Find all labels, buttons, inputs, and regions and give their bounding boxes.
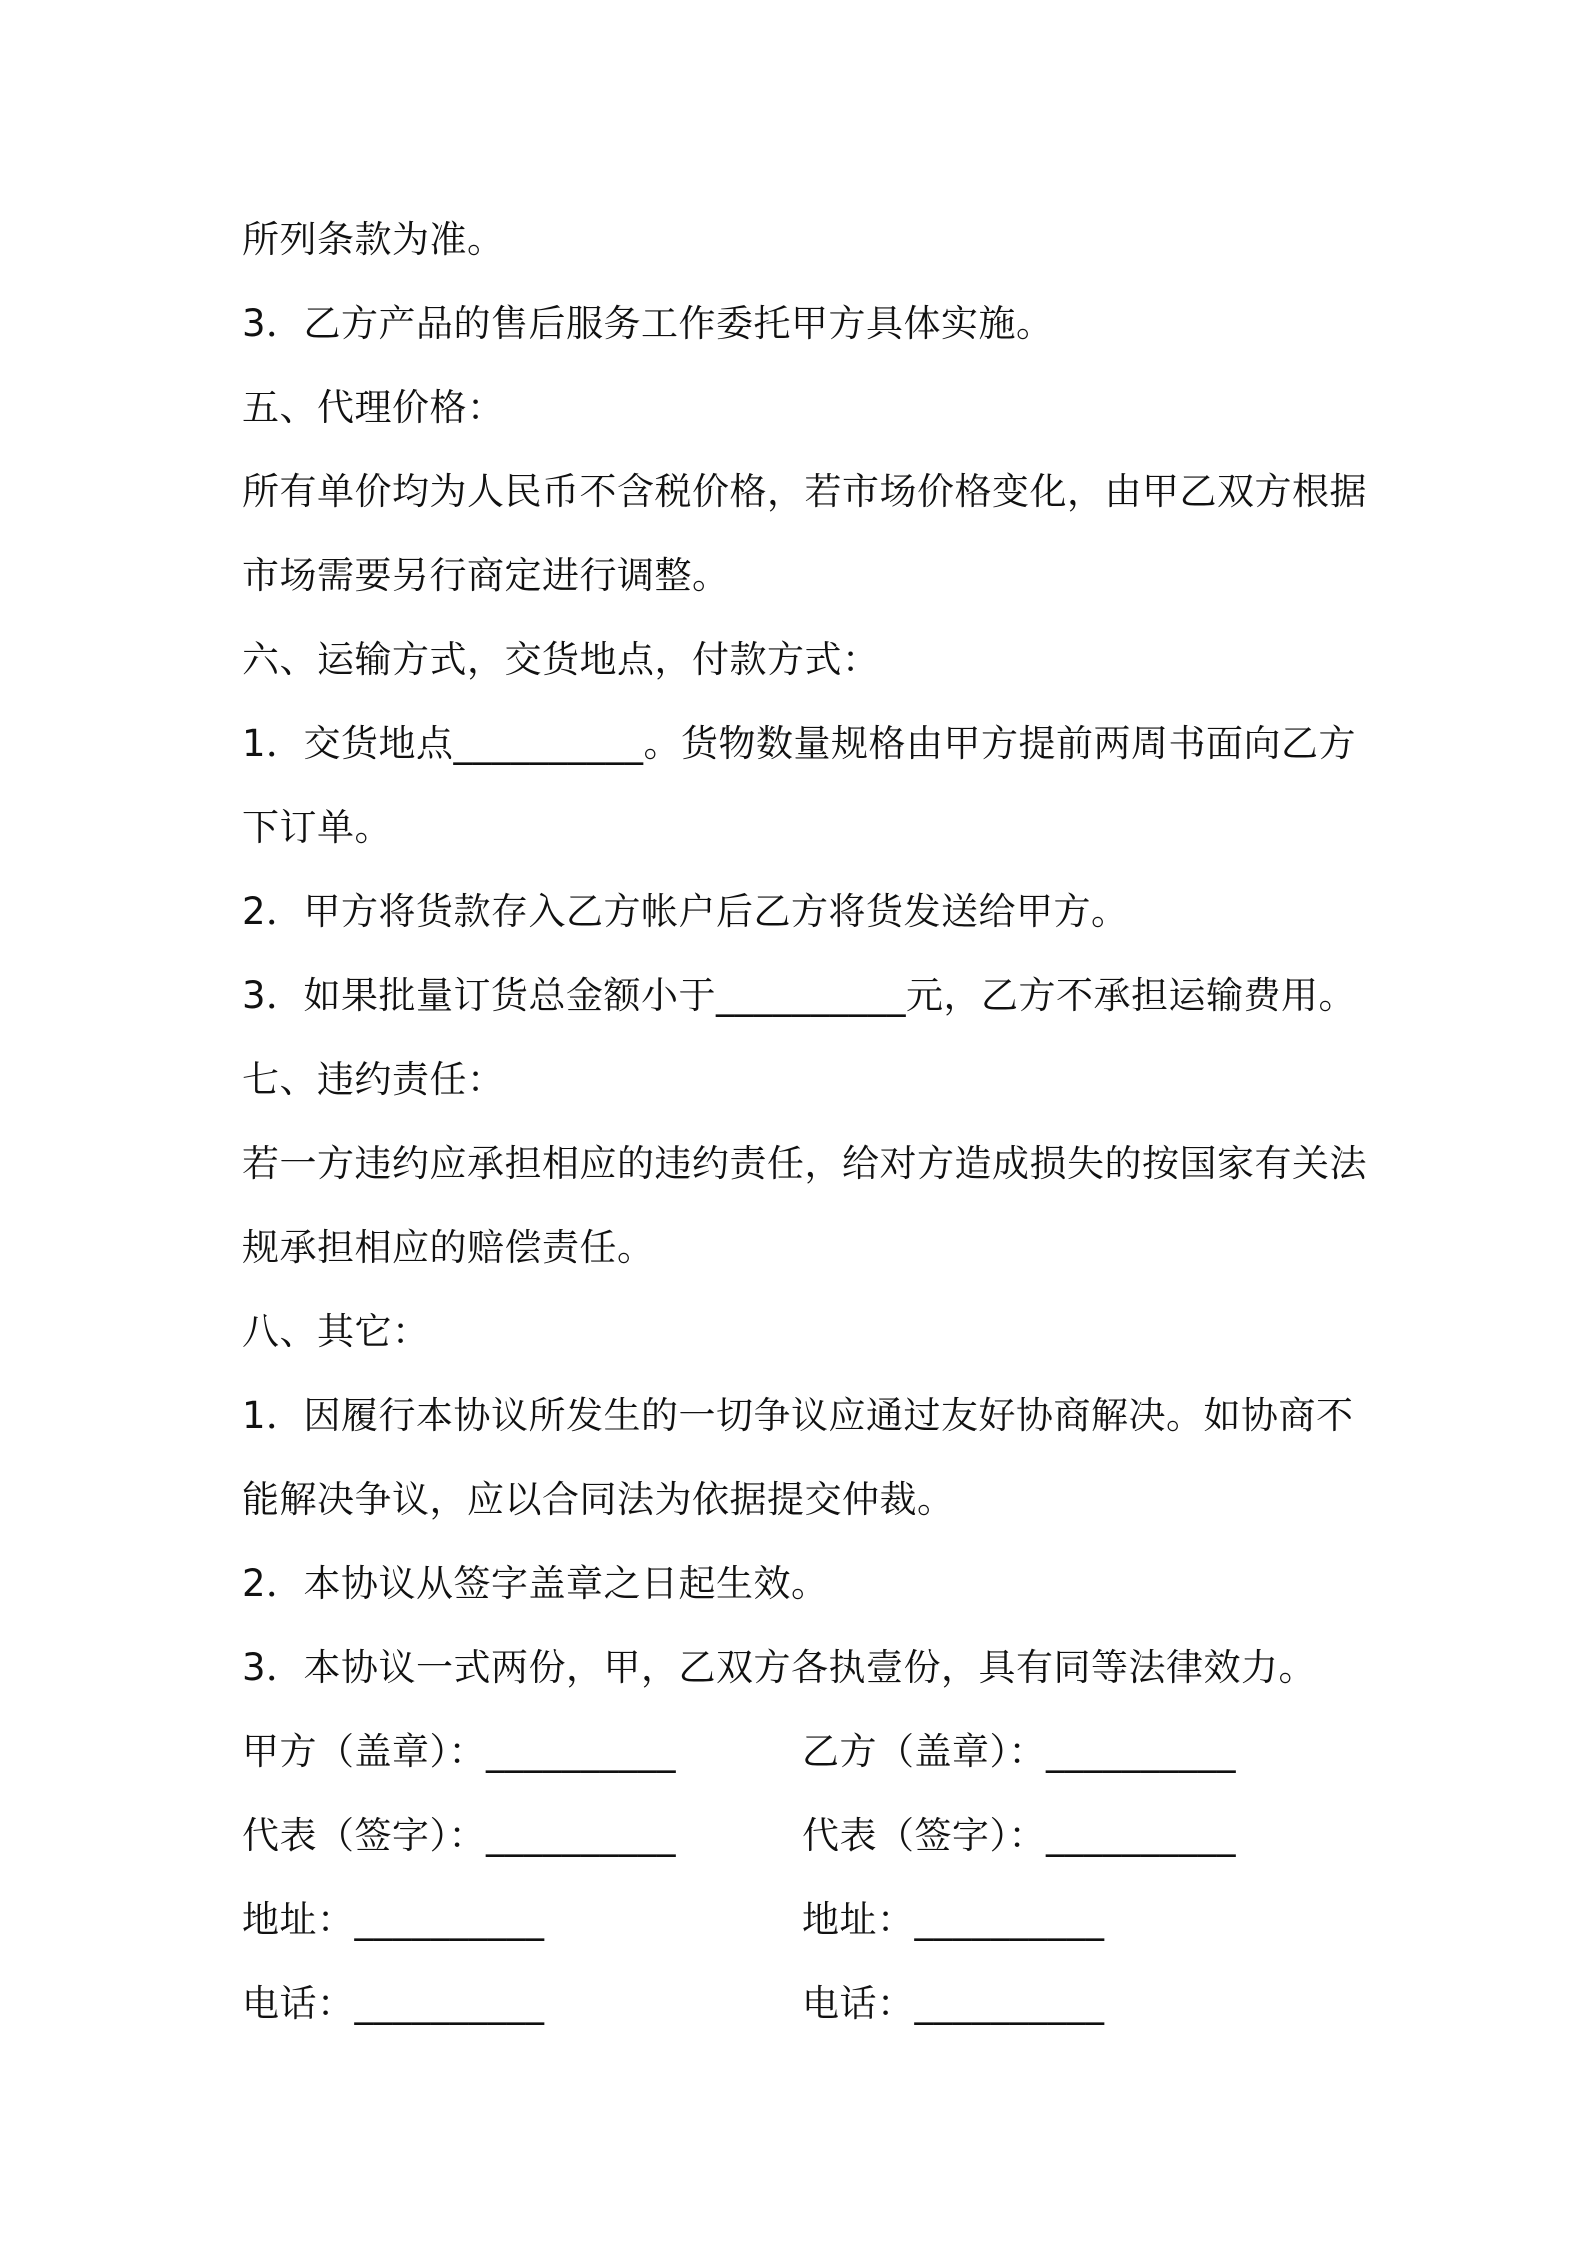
section-heading: 七、违约责任： [242, 1058, 505, 1101]
text-line: 3．本协议一式两份，甲，乙双方各执壹份，具有同等法律效力。 [242, 1646, 1317, 1689]
section-heading: 八、其它： [242, 1310, 430, 1353]
signature-row-seal [242, 1710, 1362, 1794]
text-line: 能解决争议，应以合同法为依据提交仲裁。 [242, 1478, 955, 1521]
signature-row-phone [242, 1962, 1362, 2046]
party-b-representative: 代表（签字）：__________ [802, 1814, 1236, 1857]
text-line: 2．甲方将货款存入乙方帐户后乙方将货发送给甲方。 [242, 890, 1129, 933]
party-b-seal: 乙方（盖章）：__________ [802, 1730, 1236, 1773]
document-page [242, 198, 1367, 2046]
text-line: 所有单价均为人民币不含税价格，若市场价格变化，由甲乙双方根据 [242, 470, 1367, 513]
section-heading: 六、运输方式，交货地点，付款方式： [242, 638, 880, 681]
party-a-representative: 代表（签字）：__________ [242, 1814, 676, 1857]
party-b-address: 地址：__________ [802, 1898, 1105, 1941]
party-a-address: 地址：__________ [242, 1898, 545, 1941]
text-line: 3．乙方产品的售后服务工作委托甲方具体实施。 [242, 302, 1054, 345]
text-line: 2．本协议从签字盖章之日起生效。 [242, 1562, 829, 1605]
party-a-phone: 电话：__________ [242, 1982, 545, 2025]
text-line: 市场需要另行商定进行调整。 [242, 554, 730, 597]
signature-row-representative [242, 1794, 1362, 1878]
text-line: 规承担相应的赔偿责任。 [242, 1226, 655, 1269]
text-line: 若一方违约应承担相应的违约责任，给对方造成损失的按国家有关法 [242, 1142, 1367, 1185]
party-b-phone: 电话：__________ [802, 1982, 1105, 2025]
text-line: 所列条款为准。 [242, 218, 505, 261]
text-line: 3．如果批量订货总金额小于__________元，乙方不承担运输费用。 [242, 974, 1357, 1017]
party-a-seal: 甲方（盖章）：__________ [242, 1730, 676, 1773]
signature-row-address [242, 1878, 1362, 1962]
text-line: 1．因履行本协议所发生的一切争议应通过友好协商解决。如协商不 [242, 1394, 1354, 1437]
section-heading: 五、代理价格： [242, 386, 505, 429]
text-line: 1．交货地点__________。货物数量规格由甲方提前两周书面向乙方 [242, 722, 1357, 765]
text-line: 下订单。 [242, 806, 392, 849]
